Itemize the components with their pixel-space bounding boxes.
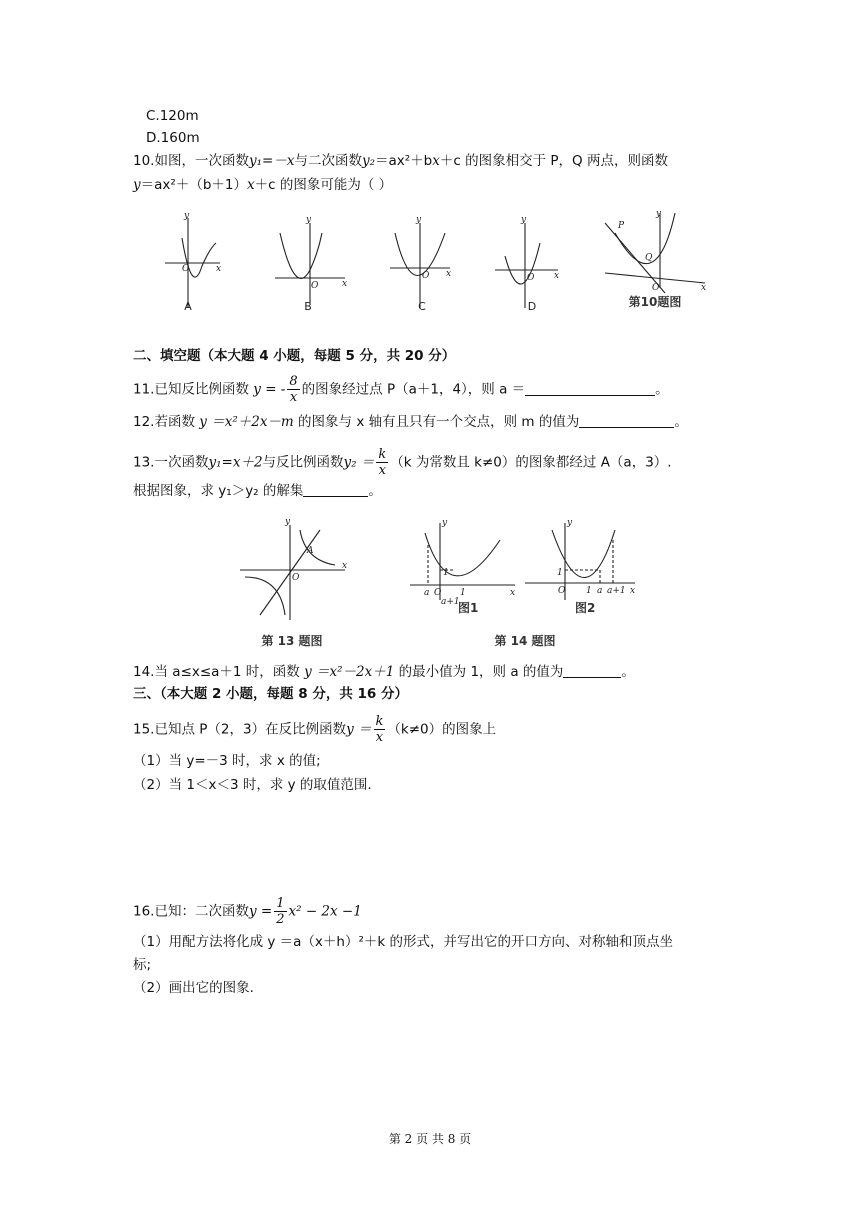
label-1x-fig2: 1 — [586, 586, 592, 596]
q15-sub1: （1）当 y=－3 时，求 x 的值; — [133, 753, 321, 769]
label-p: P — [618, 221, 625, 231]
label-o-10: O — [652, 283, 660, 293]
label-x-13: x — [342, 561, 348, 571]
label-y-c: y — [416, 215, 422, 225]
fig1-caption: 图1 — [458, 601, 479, 615]
q14: 14.当 a≤x≤a＋1 时，函数 y ＝x²－2x＋1 的最小值为 1，则 a 的值为 。 — [133, 664, 635, 680]
label-x-fig1: x — [510, 588, 516, 598]
label-y-fig2: y — [567, 518, 573, 528]
label-o-d: O — [527, 273, 535, 283]
q13-line1: 13.一次函数y₁=x＋2与反比例函数y₂ ＝ $\frac{k}{x}$ （k 为常数且 k≠0）的图象都经过 A（a，3）. — [133, 447, 672, 478]
label-o-fig2: O — [558, 586, 566, 596]
label-x-a: x — [216, 264, 222, 274]
answer-blank[interactable] — [303, 482, 368, 497]
label-x-10: x — [701, 283, 707, 293]
q10-line2: y＝ax²＋（b＋1）x＋c 的图象可能为（ ） — [133, 177, 393, 193]
label-o-13: O — [292, 573, 300, 583]
q15-sub2: （2）当 1＜x＜3 时，求 y 的取值范围. — [133, 777, 372, 793]
label-x-b: x — [342, 279, 348, 289]
label-y-d: y — [521, 215, 527, 225]
label-a-13: A — [307, 546, 314, 556]
q11: 11.已知反比例函数 y = - $\frac{8}{x}$ 的图象经过点 P（a＋1，4），则 a ＝ 。 — [133, 374, 669, 405]
q16-sub2: （2）画出它的图象. — [133, 980, 254, 996]
q13-line2: 根据图象，求 y₁＞y₂ 的解集 。 — [133, 483, 382, 499]
label-x-c: x — [446, 269, 452, 279]
fraction: $\frac{1}{2}$ — [276, 896, 285, 927]
label-o-c: O — [422, 271, 430, 281]
q16: 16.已知：二次函数y = $\frac{1}{2}$ x² − 2x −1 — [133, 896, 362, 927]
section2-title: 二、填空题（本大题 4 小题，每题 5 分，共 20 分） — [133, 348, 456, 364]
label-1-fig1: 1 — [443, 568, 449, 578]
label-a1-fig1: a+1 — [441, 597, 460, 607]
q12: 12.若函数 y ＝x²＋2x－m 的图象与 x 轴有且只有一个交点，则 m 的值为 。 — [133, 414, 688, 430]
answer-blank[interactable] — [579, 413, 674, 428]
label-y-b: y — [306, 215, 312, 225]
q10-figures — [160, 208, 720, 318]
label-o-a: O — [182, 264, 190, 274]
label-o-fig1: O — [434, 588, 442, 598]
q16-sub1b: 标; — [133, 957, 152, 973]
q15: 15.已知点 P（2，3）在反比例函数y ＝ $\frac{k}{x}$ （k≠0）的图象上 — [133, 714, 497, 745]
fraction: $\frac{k}{x}$ — [375, 714, 384, 745]
label-o-b: O — [311, 281, 319, 291]
fig-label-c: C — [418, 300, 426, 313]
label-y-10: y — [656, 209, 662, 219]
fig2-caption: 图2 — [575, 601, 596, 615]
answer-blank[interactable] — [525, 381, 655, 396]
label-1x-fig1: 1 — [460, 588, 466, 598]
fig13-caption: 第 13 题图 — [261, 634, 323, 648]
fig10-caption: 第10题图 — [628, 295, 682, 309]
fraction: $\frac{8}{x}$ — [289, 374, 298, 405]
label-a-fig1: a — [424, 588, 430, 598]
label-y-fig1: y — [442, 518, 448, 528]
option-c: C.120m — [146, 108, 199, 124]
fig-label-a: A — [184, 300, 192, 313]
option-d: D.160m — [146, 130, 200, 146]
q16-sub1: （1）用配方法将化成 y ＝a（x＋h）²＋k 的形式，并写出它的开口方向、对称轴和顶点坐 — [133, 934, 673, 950]
fig14-caption: 第 14 题图 — [494, 634, 556, 648]
label-y-a: y — [184, 211, 190, 221]
fig-label-b: B — [304, 300, 312, 313]
fraction: $\frac{k}{x}$ — [378, 447, 387, 478]
answer-blank[interactable] — [563, 663, 621, 678]
page-footer: 第 2 页 共 8 页 — [388, 1132, 472, 1146]
label-q: Q — [645, 253, 653, 263]
label-a1-fig2: a+1 — [607, 586, 626, 596]
figures-13-14 — [230, 515, 650, 655]
q10-line1: 10.如图，一次函数y₁=－x与二次函数y₂＝ax²＋bx＋c 的图象相交于 P，Q 两点，则函数 — [133, 153, 668, 169]
fig-label-d: D — [527, 300, 537, 313]
label-1-fig2: 1 — [557, 568, 563, 578]
section3-title: 三、（本大题 2 小题，每题 8 分，共 16 分） — [133, 686, 409, 702]
label-y-13: y — [285, 517, 291, 527]
label-x-fig2: x — [630, 586, 636, 596]
label-a-fig2: a — [597, 586, 603, 596]
label-x-d: x — [554, 271, 560, 281]
